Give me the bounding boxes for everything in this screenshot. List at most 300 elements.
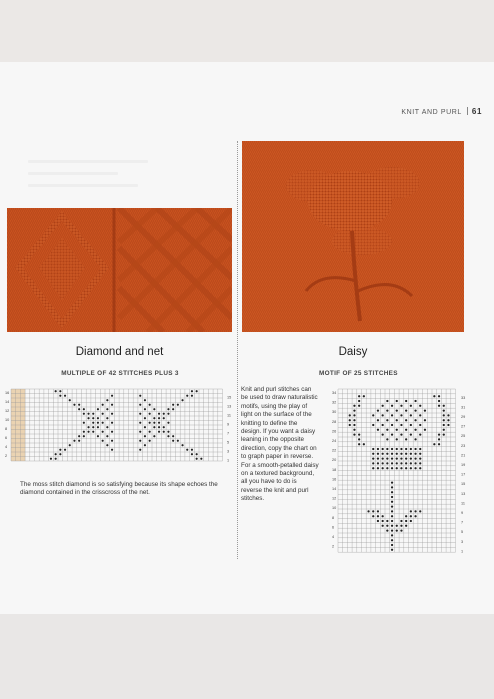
purl-stitch-dot — [391, 496, 393, 498]
row-number: 21 — [461, 453, 466, 458]
purl-stitch-dot — [400, 520, 402, 522]
purl-stitch-dot — [382, 525, 384, 527]
purl-stitch-dot — [97, 422, 99, 424]
purl-stitch-dot — [391, 457, 393, 459]
purl-stitch-dot — [377, 429, 379, 431]
purl-stitch-dot — [391, 491, 393, 493]
purl-stitch-dot — [414, 453, 416, 455]
purl-stitch-dot — [405, 438, 407, 440]
purl-stitch-dot — [158, 422, 160, 424]
purl-stitch-dot — [382, 414, 384, 416]
purl-stitch-dot — [163, 413, 165, 415]
purl-stitch-dot — [372, 467, 374, 469]
purl-stitch-dot — [111, 395, 113, 397]
purl-stitch-dot — [382, 520, 384, 522]
purl-stitch-dot — [419, 457, 421, 459]
purl-stitch-dot — [419, 405, 421, 407]
purl-stitch-dot — [144, 435, 146, 437]
purl-stitch-dot — [438, 400, 440, 402]
purl-stitch-dot — [386, 529, 388, 531]
purl-stitch-dot — [349, 419, 351, 421]
purl-stitch-dot — [382, 433, 384, 435]
purl-stitch-dot — [438, 433, 440, 435]
purl-stitch-dot — [405, 448, 407, 450]
purl-stitch-dot — [55, 458, 57, 460]
purl-stitch-dot — [414, 438, 416, 440]
purl-stitch-dot — [377, 510, 379, 512]
purl-stitch-dot — [153, 408, 155, 410]
purl-stitch-dot — [414, 448, 416, 450]
purl-stitch-dot — [391, 453, 393, 455]
purl-stitch-dot — [443, 424, 445, 426]
purl-stitch-dot — [139, 413, 141, 415]
show-through-mark — [28, 172, 118, 175]
purl-stitch-dot — [377, 457, 379, 459]
purl-stitch-dot — [92, 417, 94, 419]
purl-stitch-dot — [111, 404, 113, 406]
purl-stitch-dot — [163, 431, 165, 433]
knit-fabric-image — [7, 208, 232, 332]
purl-stitch-dot — [353, 414, 355, 416]
row-number: 30 — [332, 410, 337, 415]
purl-stitch-dot — [433, 443, 435, 445]
purl-stitch-dot — [106, 444, 108, 446]
purl-stitch-dot — [377, 453, 379, 455]
purl-stitch-dot — [386, 448, 388, 450]
row-number: 10 — [5, 418, 10, 422]
purl-stitch-dot — [400, 424, 402, 426]
purl-stitch-dot — [396, 525, 398, 527]
purl-stitch-dot — [414, 510, 416, 512]
column-divider — [237, 141, 238, 559]
purl-stitch-dot — [139, 449, 141, 451]
purl-stitch-dot — [391, 515, 393, 517]
purl-stitch-dot — [396, 429, 398, 431]
purl-stitch-dot — [419, 424, 421, 426]
purl-stitch-dot — [400, 457, 402, 459]
row-number: 4 — [332, 535, 335, 539]
purl-stitch-dot — [405, 419, 407, 421]
purl-stitch-dot — [111, 440, 113, 442]
purl-stitch-dot — [391, 534, 393, 536]
purl-stitch-dot — [59, 453, 61, 455]
purl-stitch-dot — [414, 400, 416, 402]
purl-stitch-dot — [391, 481, 393, 483]
purl-stitch-dot — [372, 448, 374, 450]
purl-stitch-dot — [414, 457, 416, 459]
purl-stitch-dot — [153, 422, 155, 424]
chart-grid — [11, 389, 223, 461]
purl-stitch-dot — [396, 438, 398, 440]
purl-stitch-dot — [158, 413, 160, 415]
purl-stitch-dot — [55, 390, 57, 392]
purl-stitch-dot — [172, 435, 174, 437]
purl-stitch-dot — [400, 453, 402, 455]
purl-stitch-dot — [92, 413, 94, 415]
purl-stitch-dot — [139, 422, 141, 424]
purl-stitch-dot — [372, 462, 374, 464]
purl-stitch-dot — [163, 426, 165, 428]
purl-stitch-dot — [405, 462, 407, 464]
purl-stitch-dot — [410, 462, 412, 464]
purl-stitch-dot — [349, 424, 351, 426]
row-number: 12 — [5, 409, 10, 413]
purl-stitch-dot — [177, 440, 179, 442]
purl-stitch-dot — [167, 422, 169, 424]
purl-stitch-dot — [139, 395, 141, 397]
purl-stitch-dot — [410, 424, 412, 426]
purl-stitch-dot — [167, 413, 169, 415]
purl-stitch-dot — [438, 438, 440, 440]
row-number: 27 — [461, 424, 466, 429]
purl-stitch-dot — [59, 449, 61, 451]
purl-stitch-dot — [443, 409, 445, 411]
purl-stitch-dot — [144, 399, 146, 401]
purl-stitch-dot — [377, 409, 379, 411]
purl-stitch-dot — [106, 408, 108, 410]
purl-stitch-dot — [111, 431, 113, 433]
purl-stitch-dot — [97, 426, 99, 428]
row-number: 10 — [332, 506, 337, 511]
purl-stitch-dot — [391, 505, 393, 507]
purl-stitch-dot — [83, 408, 85, 410]
row-number: 15 — [461, 482, 466, 487]
purl-stitch-dot — [414, 409, 416, 411]
row-number: 26 — [332, 429, 337, 434]
purl-stitch-dot — [419, 433, 421, 435]
purl-stitch-dot — [400, 462, 402, 464]
purl-stitch-dot — [414, 462, 416, 464]
purl-stitch-dot — [111, 422, 113, 424]
purl-stitch-dot — [377, 515, 379, 517]
purl-stitch-dot — [363, 443, 365, 445]
purl-stitch-dot — [386, 457, 388, 459]
purl-stitch-dot — [177, 404, 179, 406]
row-number: 15 — [227, 395, 232, 400]
purl-stitch-dot — [59, 390, 61, 392]
row-number: 16 — [332, 477, 337, 482]
purl-stitch-dot — [391, 510, 393, 512]
purl-stitch-dot — [386, 525, 388, 527]
purl-stitch-dot — [391, 448, 393, 450]
purl-stitch-dot — [400, 525, 402, 527]
purl-stitch-dot — [447, 419, 449, 421]
row-number: 2 — [5, 454, 8, 458]
row-number: 6 — [5, 436, 8, 440]
purl-stitch-dot — [419, 467, 421, 469]
purl-stitch-dot — [419, 510, 421, 512]
purl-stitch-dot — [377, 467, 379, 469]
purl-stitch-dot — [377, 520, 379, 522]
purl-stitch-dot — [405, 520, 407, 522]
purl-stitch-dot — [97, 417, 99, 419]
row-number: 29 — [461, 415, 466, 419]
purl-stitch-dot — [87, 417, 89, 419]
purl-stitch-dot — [396, 400, 398, 402]
footer-band — [0, 614, 494, 699]
purl-stitch-dot — [443, 414, 445, 416]
purl-stitch-dot — [386, 429, 388, 431]
header-band — [0, 0, 494, 62]
purl-stitch-dot — [149, 413, 151, 415]
row-number: 3 — [461, 539, 464, 544]
purl-stitch-dot — [405, 453, 407, 455]
purl-stitch-dot — [391, 525, 393, 527]
row-number: 16 — [5, 391, 10, 395]
purl-stitch-dot — [443, 405, 445, 407]
purl-stitch-dot — [172, 404, 174, 406]
row-number: 24 — [332, 439, 337, 443]
purl-stitch-dot — [433, 395, 435, 397]
purl-stitch-dot — [386, 438, 388, 440]
row-number: 13 — [461, 491, 466, 496]
row-number: 1 — [461, 549, 464, 554]
purl-stitch-dot — [358, 400, 360, 402]
row-number: 13 — [227, 404, 232, 409]
purl-stitch-dot — [410, 414, 412, 416]
row-number: 9 — [461, 511, 464, 515]
purl-stitch-dot — [391, 486, 393, 488]
purl-stitch-dot — [419, 448, 421, 450]
purl-stitch-dot — [111, 449, 113, 451]
purl-stitch-dot — [443, 433, 445, 435]
purl-stitch-dot — [372, 510, 374, 512]
purl-stitch-dot — [410, 453, 412, 455]
row-number: 6 — [332, 525, 335, 530]
row-number: 32 — [332, 400, 337, 405]
purl-stitch-dot — [149, 440, 151, 442]
grid-lines — [338, 389, 456, 552]
purl-stitch-dot — [410, 467, 412, 469]
purl-stitch-dot — [149, 431, 151, 433]
purl-stitch-dot — [382, 405, 384, 407]
row-number: 3 — [227, 449, 230, 454]
purl-stitch-dot — [87, 413, 89, 415]
purl-stitch-dot — [97, 408, 99, 410]
purl-stitch-dot — [396, 453, 398, 455]
purl-stitch-dot — [353, 424, 355, 426]
purl-stitch-dot — [139, 440, 141, 442]
purl-stitch-dot — [396, 529, 398, 531]
purl-stitch-dot — [377, 419, 379, 421]
purl-stitch-dot — [59, 395, 61, 397]
purl-stitch-dot — [144, 417, 146, 419]
purl-stitch-dot — [158, 431, 160, 433]
row-number: 12 — [332, 496, 337, 501]
purl-stitch-dot — [87, 426, 89, 428]
purl-stitch-dot — [83, 413, 85, 415]
purl-stitch-dot — [181, 399, 183, 401]
purl-stitch-dot — [149, 422, 151, 424]
purl-stitch-dot — [144, 426, 146, 428]
purl-stitch-dot — [363, 395, 365, 397]
purl-stitch-dot — [405, 525, 407, 527]
section-name: KNIT AND PURL — [401, 109, 462, 116]
chart-grid — [338, 389, 456, 552]
running-head-separator — [467, 107, 468, 115]
purl-stitch-dot — [438, 443, 440, 445]
purl-stitch-dot — [382, 424, 384, 426]
purl-stitch-dot — [377, 462, 379, 464]
purl-stitch-dot — [78, 435, 80, 437]
row-number: 7 — [227, 431, 230, 436]
purl-stitch-dot — [78, 440, 80, 442]
purl-stitch-dot — [149, 404, 151, 406]
purl-stitch-dot — [102, 413, 104, 415]
purl-stitch-dot — [55, 453, 57, 455]
purl-stitch-dot — [372, 457, 374, 459]
purl-stitch-dot — [191, 449, 193, 451]
purl-stitch-dot — [358, 405, 360, 407]
pattern-title-daisy: Daisy — [338, 346, 368, 358]
purl-stitch-dot — [377, 448, 379, 450]
purl-stitch-dot — [102, 440, 104, 442]
purl-stitch-dot — [410, 520, 412, 522]
row-number: 33 — [461, 395, 466, 400]
show-through-mark — [28, 184, 138, 187]
row-number: 5 — [227, 440, 230, 445]
purl-stitch-dot — [400, 433, 402, 435]
row-number: 14 — [332, 487, 337, 491]
row-number: 17 — [461, 472, 466, 477]
purl-stitch-dot — [144, 408, 146, 410]
purl-stitch-dot — [400, 405, 402, 407]
purl-stitch-dot — [97, 435, 99, 437]
purl-stitch-dot — [358, 433, 360, 435]
purl-stitch-dot — [186, 449, 188, 451]
purl-stitch-dot — [400, 448, 402, 450]
row-number: 20 — [332, 458, 337, 463]
purl-stitch-dot — [92, 422, 94, 424]
diamond-and-net-knitting-chart — [4, 386, 234, 468]
row-number: 22 — [332, 448, 337, 453]
purl-stitch-dot — [410, 515, 412, 517]
purl-stitch-dot — [158, 426, 160, 428]
row-number: 23 — [461, 443, 466, 448]
show-through-mark — [28, 160, 148, 163]
purl-stitch-dot — [400, 529, 402, 531]
purl-stitch-dot — [83, 431, 85, 433]
purl-stitch-dot — [391, 549, 393, 551]
row-number: 19 — [461, 463, 466, 467]
purl-stitch-dot — [396, 409, 398, 411]
purl-stitch-dot — [405, 409, 407, 411]
purl-stitch-dot — [353, 429, 355, 431]
purl-stitch-dot — [353, 419, 355, 421]
purl-stitch-dot — [382, 462, 384, 464]
purl-stitch-dot — [391, 501, 393, 503]
purl-stitch-dot — [64, 449, 66, 451]
row-numbers-right — [227, 396, 231, 463]
row-number: 4 — [5, 445, 8, 449]
purl-stitch-dot — [102, 422, 104, 424]
purl-stitch-dot — [410, 433, 412, 435]
row-number: 11 — [227, 413, 231, 418]
purl-stitch-dot — [191, 453, 193, 455]
purl-stitch-dot — [50, 458, 52, 460]
purl-stitch-dot — [391, 544, 393, 546]
purl-stitch-dot — [153, 435, 155, 437]
purl-stitch-dot — [172, 408, 174, 410]
purl-stitch-dot — [372, 515, 374, 517]
purl-stitch-dot — [353, 405, 355, 407]
purl-stitch-dot — [73, 404, 75, 406]
purl-stitch-dot — [438, 405, 440, 407]
purl-stitch-dot — [405, 467, 407, 469]
purl-stitch-dot — [396, 462, 398, 464]
purl-stitch-dot — [353, 409, 355, 411]
purl-stitch-dot — [391, 529, 393, 531]
row-numbers-left — [5, 391, 9, 458]
purl-stitch-dot — [414, 515, 416, 517]
daisy-swatch-photo — [242, 141, 464, 332]
pattern-description: The moss stitch diamond is so satisfying because its shape echoes the diamond contained in the crisscross of the net. — [20, 481, 218, 497]
purl-stitch-dot — [102, 431, 104, 433]
purl-stitch-dot — [386, 400, 388, 402]
purl-stitch-dot — [396, 457, 398, 459]
purl-stitch-dot — [391, 424, 393, 426]
purl-stitch-dot — [358, 443, 360, 445]
purl-stitch-dot — [200, 458, 202, 460]
purl-stitch-dot — [447, 414, 449, 416]
row-number: 11 — [461, 501, 465, 506]
stitch-multiple-label: MULTIPLE OF 42 STITCHES PLUS 3 — [61, 370, 179, 377]
purl-stitch-dot — [391, 462, 393, 464]
purl-stitch-dot — [144, 444, 146, 446]
purl-stitch-dot — [419, 453, 421, 455]
purl-stitch-dot — [405, 429, 407, 431]
grid-lines — [11, 389, 223, 461]
purl-stitch-dot — [372, 453, 374, 455]
purl-stitch-dot — [196, 458, 198, 460]
purl-stitch-dot — [196, 390, 198, 392]
purl-stitch-dot — [196, 453, 198, 455]
purl-stitch-dot — [83, 435, 85, 437]
purl-stitch-dot — [78, 408, 80, 410]
purl-stitch-dot — [372, 414, 374, 416]
purl-stitch-dot — [391, 467, 393, 469]
purl-stitch-dot — [367, 510, 369, 512]
row-number: 7 — [461, 520, 464, 525]
purl-stitch-dot — [400, 414, 402, 416]
row-numbers-left — [332, 391, 336, 549]
purl-stitch-dot — [92, 426, 94, 428]
purl-stitch-dot — [358, 438, 360, 440]
purl-stitch-dot — [69, 399, 71, 401]
row-numbers-right — [461, 396, 465, 554]
purl-stitch-dot — [83, 422, 85, 424]
purl-stitch-dot — [386, 462, 388, 464]
row-number: 2 — [332, 544, 335, 549]
purl-stitch-dot — [386, 520, 388, 522]
purl-stitch-dot — [163, 417, 165, 419]
purl-stitch-dot — [419, 414, 421, 416]
purl-stitch-dot — [410, 405, 412, 407]
purl-stitch-dot — [443, 419, 445, 421]
purl-stitch-dot — [382, 453, 384, 455]
row-number: 1 — [227, 458, 230, 463]
pattern-title-diamond-and-net: Diamond and net — [75, 346, 164, 358]
purl-stitch-dot — [400, 467, 402, 469]
row-number: 9 — [227, 422, 230, 427]
purl-stitch-dot — [410, 457, 412, 459]
purl-stitch-dot — [410, 510, 412, 512]
purl-stitch-dot — [391, 520, 393, 522]
purl-stitch-dot — [386, 419, 388, 421]
purl-stitch-dot — [153, 426, 155, 428]
purl-stitch-dot — [69, 444, 71, 446]
purl-stitch-dot — [414, 419, 416, 421]
